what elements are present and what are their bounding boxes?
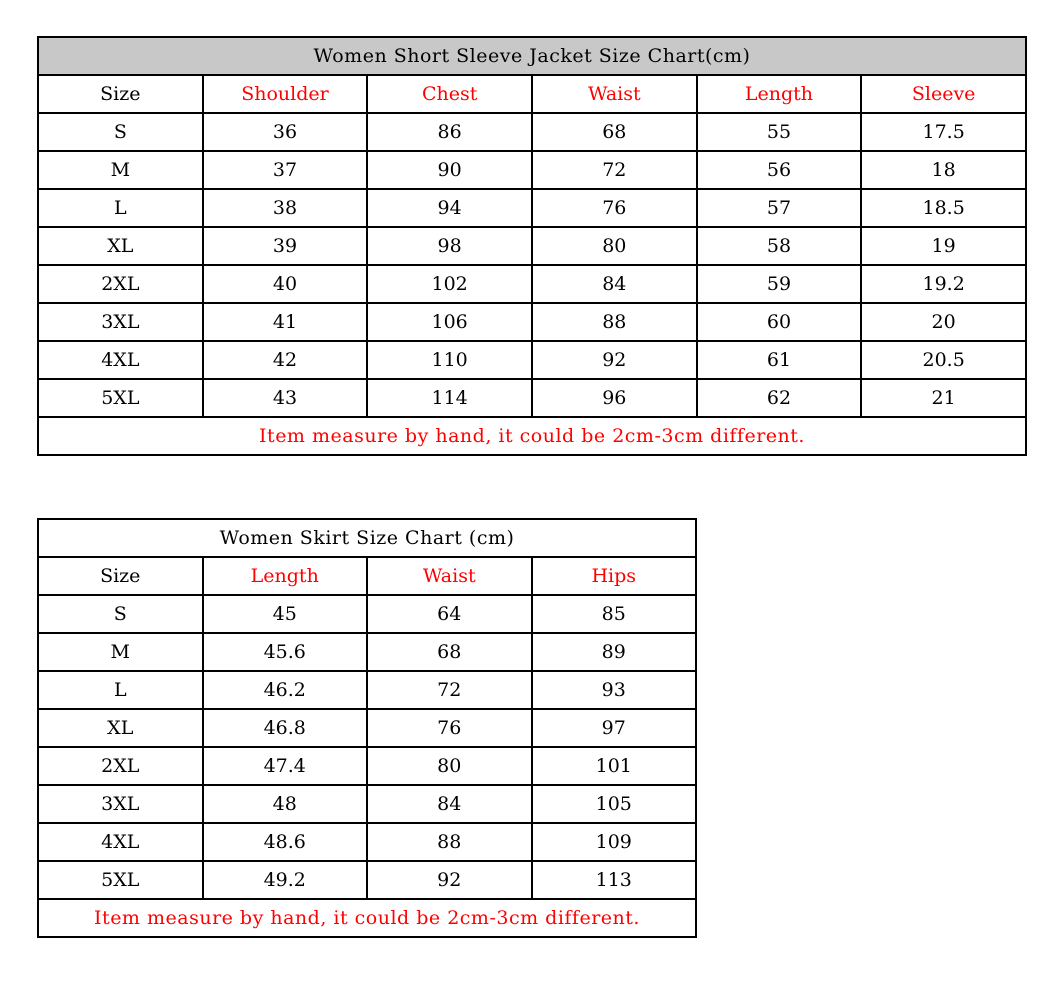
table-cell: 36 [203, 113, 368, 151]
table-cell: 80 [532, 227, 697, 265]
jacket-header-sleeve: Sleeve [861, 75, 1026, 113]
table-cell: 56 [697, 151, 862, 189]
table-row [38, 595, 696, 633]
table-cell: 76 [532, 189, 697, 227]
table-row [38, 113, 1026, 151]
table-cell: XL [38, 709, 203, 747]
table-cell: 55 [697, 113, 862, 151]
table-row [38, 861, 696, 899]
table-cell: 93 [532, 671, 697, 709]
table-cell: 2XL [38, 265, 203, 303]
table-cell: 92 [367, 861, 532, 899]
table-cell: 48.6 [203, 823, 368, 861]
jacket-header-shoulder: Shoulder [203, 75, 368, 113]
table-row [38, 379, 1026, 417]
jacket-table-title: Women Short Sleeve Jacket Size Chart(cm) [38, 37, 1026, 75]
jacket-header-row [38, 75, 1026, 113]
table-cell: 20 [861, 303, 1026, 341]
table-cell: 62 [697, 379, 862, 417]
table-row [38, 671, 696, 709]
table-cell: 45.6 [203, 633, 368, 671]
jacket-header-waist: Waist [532, 75, 697, 113]
table-cell: S [38, 595, 203, 633]
table-cell: 37 [203, 151, 368, 189]
jacket-size-table [37, 36, 1027, 456]
table-cell: 46.2 [203, 671, 368, 709]
table-cell: 106 [367, 303, 532, 341]
skirt-header-row [38, 557, 696, 595]
skirt-table-title: Women Skirt Size Chart (cm) [38, 519, 696, 557]
table-cell: 113 [532, 861, 697, 899]
table-cell: 98 [367, 227, 532, 265]
table-cell: 76 [367, 709, 532, 747]
table-cell: L [38, 671, 203, 709]
table-cell: 88 [367, 823, 532, 861]
table-cell: 85 [532, 595, 697, 633]
table-cell: 49.2 [203, 861, 368, 899]
table-cell: 42 [203, 341, 368, 379]
table-cell: 46.8 [203, 709, 368, 747]
table-row [38, 227, 1026, 265]
table-cell: 68 [367, 633, 532, 671]
table-cell: 18 [861, 151, 1026, 189]
skirt-header-length: Length [203, 557, 368, 595]
skirt-size-table [37, 518, 697, 938]
table-cell: 86 [367, 113, 532, 151]
table-row [38, 151, 1026, 189]
table-cell: 96 [532, 379, 697, 417]
table-cell: 41 [203, 303, 368, 341]
table-cell: 43 [203, 379, 368, 417]
table-row [38, 303, 1026, 341]
jacket-header-chest: Chest [367, 75, 532, 113]
table-cell: 84 [532, 265, 697, 303]
skirt-note-row [38, 899, 696, 937]
table-cell: L [38, 189, 203, 227]
table-cell: 40 [203, 265, 368, 303]
table-cell: 109 [532, 823, 697, 861]
skirt-header-hips: Hips [532, 557, 697, 595]
table-cell: 88 [532, 303, 697, 341]
skirt-title-row [38, 519, 696, 557]
jacket-measure-note: Item measure by hand, it could be 2cm-3cm different. [38, 417, 1026, 455]
table-cell: 110 [367, 341, 532, 379]
table-cell: 60 [697, 303, 862, 341]
table-row [38, 265, 1026, 303]
table-cell: 19.2 [861, 265, 1026, 303]
skirt-measure-note: Item measure by hand, it could be 2cm-3cm different. [38, 899, 696, 937]
table-cell: 105 [532, 785, 697, 823]
jacket-header-size: Size [38, 75, 203, 113]
table-cell: 92 [532, 341, 697, 379]
jacket-note-row [38, 417, 1026, 455]
table-cell: 5XL [38, 379, 203, 417]
table-cell: 72 [532, 151, 697, 189]
table-cell: 80 [367, 747, 532, 785]
table-cell: 48 [203, 785, 368, 823]
table-cell: 90 [367, 151, 532, 189]
table-cell: 58 [697, 227, 862, 265]
table-cell: M [38, 151, 203, 189]
table-cell: 19 [861, 227, 1026, 265]
table-cell: 64 [367, 595, 532, 633]
table-cell: 17.5 [861, 113, 1026, 151]
skirt-header-waist: Waist [367, 557, 532, 595]
table-cell: 38 [203, 189, 368, 227]
table-cell: M [38, 633, 203, 671]
table-cell: S [38, 113, 203, 151]
table-cell: 94 [367, 189, 532, 227]
table-cell: 20.5 [861, 341, 1026, 379]
table-cell: 5XL [38, 861, 203, 899]
skirt-header-size: Size [38, 557, 203, 595]
table-cell: 4XL [38, 823, 203, 861]
table-cell: 39 [203, 227, 368, 265]
table-cell: 18.5 [861, 189, 1026, 227]
table-cell: 72 [367, 671, 532, 709]
table-cell: 84 [367, 785, 532, 823]
table-row [38, 785, 696, 823]
table-cell: 4XL [38, 341, 203, 379]
table-cell: 57 [697, 189, 862, 227]
table-cell: 89 [532, 633, 697, 671]
table-cell: 3XL [38, 303, 203, 341]
table-row [38, 823, 696, 861]
table-cell: 47.4 [203, 747, 368, 785]
table-cell: XL [38, 227, 203, 265]
table-cell: 21 [861, 379, 1026, 417]
table-cell: 102 [367, 265, 532, 303]
table-cell: 59 [697, 265, 862, 303]
table-cell: 2XL [38, 747, 203, 785]
table-row [38, 189, 1026, 227]
table-cell: 61 [697, 341, 862, 379]
table-row [38, 633, 696, 671]
table-cell: 114 [367, 379, 532, 417]
table-cell: 97 [532, 709, 697, 747]
table-row [38, 709, 696, 747]
jacket-header-length: Length [697, 75, 862, 113]
jacket-title-row [38, 37, 1026, 75]
table-row [38, 341, 1026, 379]
table-cell: 3XL [38, 785, 203, 823]
table-cell: 45 [203, 595, 368, 633]
table-row [38, 747, 696, 785]
table-cell: 68 [532, 113, 697, 151]
table-cell: 101 [532, 747, 697, 785]
